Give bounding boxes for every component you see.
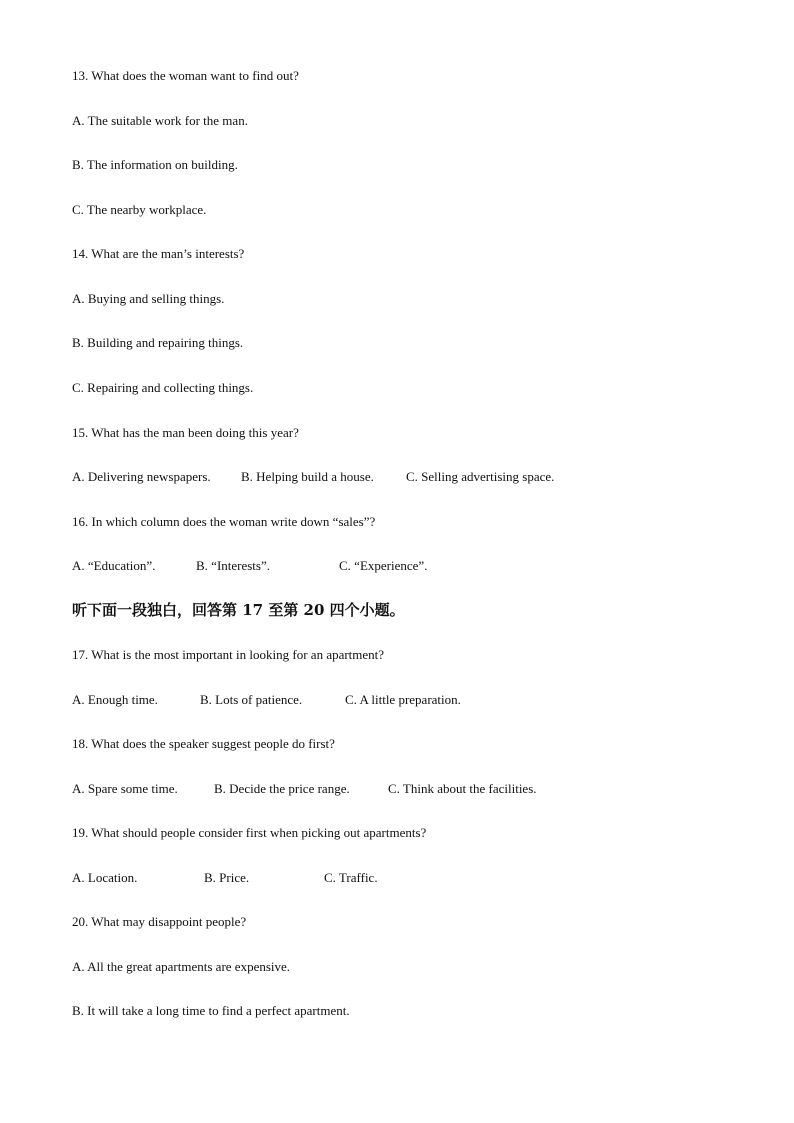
question-16-text: 16. In which column does the woman write down “sales”? — [72, 514, 376, 529]
question-16-option-a: A. “Education”. — [72, 558, 156, 573]
question-15-option-b: B. Helping build a house. — [241, 469, 374, 484]
question-16-option-b: B. “Interests”. — [196, 558, 271, 573]
question-15-option-a: A. Delivering newspapers. — [72, 469, 211, 484]
question-16-option-c: C. “Experience”. — [339, 558, 428, 573]
question-13-text: 13. What does the woman want to find out? — [72, 68, 299, 83]
question-18-text: 18. What does the speaker suggest people do first? — [72, 736, 335, 751]
question-14-option-b: B. Building and repairing things. — [72, 335, 244, 350]
question-15-text: 15. What has the man been doing this year? — [72, 425, 299, 440]
question-18-option-c: C. Think about the facilities. — [388, 781, 537, 796]
question-20-text: 20. What may disappoint people? — [72, 914, 247, 929]
question-20-option-a: A. All the great apartments are expensive. — [72, 959, 291, 974]
question-15-option-c: C. Selling advertising space. — [406, 469, 555, 484]
question-13-option-b: B. The information on building. — [72, 157, 238, 172]
question-17-option-a: A. Enough time. — [72, 692, 158, 707]
question-17-option-b: B. Lots of patience. — [200, 692, 303, 707]
question-13-option-c: C. The nearby workplace. — [72, 202, 207, 217]
section-heading: 听下面一段独白，回答第 17 至第 20 四个小题。 — [72, 601, 405, 619]
question-17-option-c: C. A little preparation. — [345, 692, 461, 707]
question-19-option-b: B. Price. — [204, 870, 250, 885]
question-18-option-b: B. Decide the price range. — [214, 781, 350, 796]
question-19-option-a: A. Location. — [72, 870, 138, 885]
question-14-option-a: A. Buying and selling things. — [72, 291, 225, 306]
question-13-option-a: A. The suitable work for the man. — [72, 113, 248, 128]
question-14-option-c: C. Repairing and collecting things. — [72, 380, 254, 395]
question-17-text: 17. What is the most important in looking for an apartment? — [72, 647, 385, 662]
question-14-text: 14. What are the man’s interests? — [72, 246, 245, 261]
question-19-text: 19. What should people consider first when picking out apartments? — [72, 825, 427, 840]
question-19-option-c: C. Traffic. — [324, 870, 378, 885]
question-18-option-a: A. Spare some time. — [72, 781, 178, 796]
question-20-option-b: B. It will take a long time to find a perfect apartment. — [72, 1003, 350, 1018]
